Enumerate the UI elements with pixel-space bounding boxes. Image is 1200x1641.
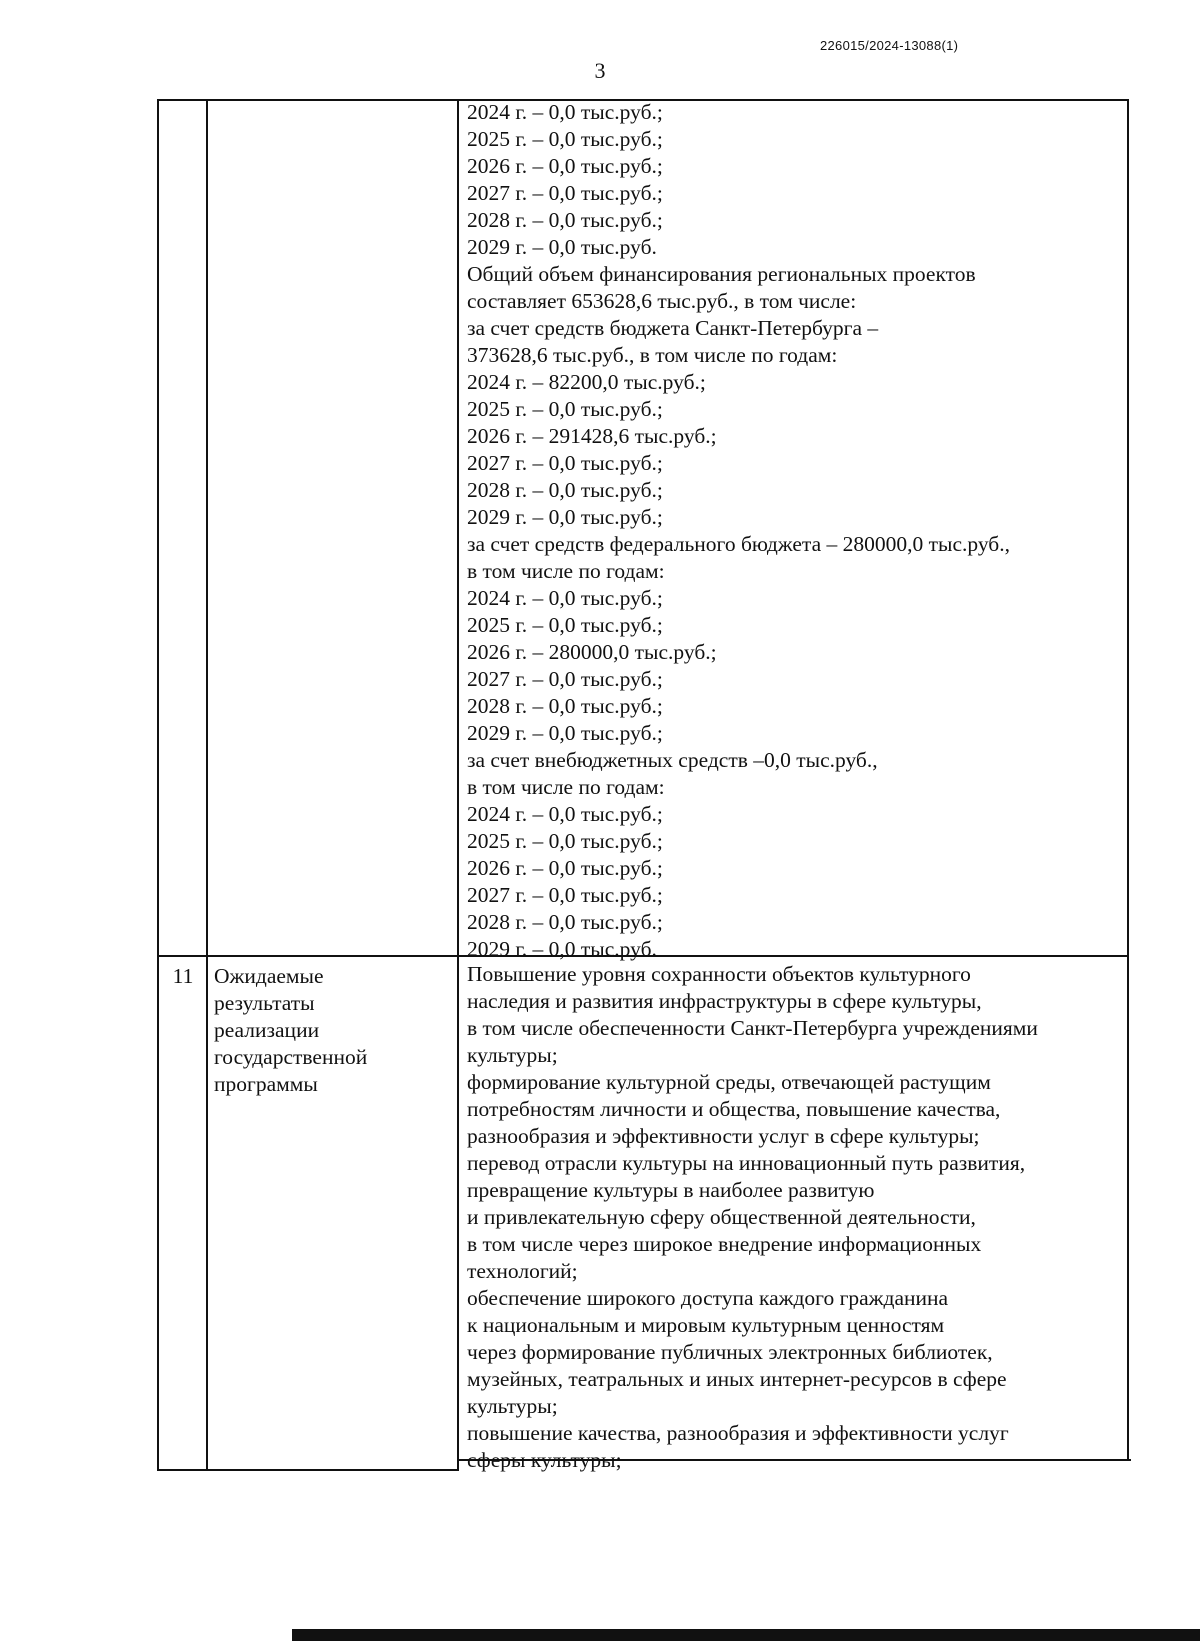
- financing-line: 2029 г. – 0,0 тыс.руб.;: [467, 721, 663, 745]
- row-label-line: результаты: [214, 991, 315, 1015]
- result-line: и привлекательную сферу общественной деятельности,: [467, 1205, 976, 1229]
- financing-line: 2026 г. – 0,0 тыс.руб.;: [467, 856, 663, 880]
- financing-line: 2024 г. – 0,0 тыс.руб.;: [467, 802, 663, 826]
- financing-line: 2028 г. – 0,0 тыс.руб.;: [467, 694, 663, 718]
- financing-line: 2026 г. – 291428,6 тыс.руб.;: [467, 424, 717, 448]
- financing-line: 373628,6 тыс.руб., в том числе по годам:: [467, 343, 838, 367]
- scan-edge-bar: [292, 1629, 1200, 1641]
- result-line: наследия и развития инфраструктуры в сфере культуры,: [467, 989, 982, 1013]
- financing-line: 2028 г. – 0,0 тыс.руб.;: [467, 478, 663, 502]
- result-line: формирование культурной среды, отвечающей растущим: [467, 1070, 991, 1094]
- financing-line: 2027 г. – 0,0 тыс.руб.;: [467, 883, 663, 907]
- row-label-line: государственной: [214, 1045, 368, 1069]
- financing-line: 2027 г. – 0,0 тыс.руб.;: [467, 451, 663, 475]
- financing-line: 2028 г. – 0,0 тыс.руб.;: [467, 208, 663, 232]
- financing-content-cell: [467, 99, 1119, 963]
- row-label-line: программы: [214, 1072, 318, 1096]
- financing-line: 2025 г. – 0,0 тыс.руб.;: [467, 829, 663, 853]
- expected-results-cell: [467, 961, 1129, 1474]
- financing-line: в том числе по годам:: [467, 559, 665, 583]
- financing-line: 2025 г. – 0,0 тыс.руб.;: [467, 613, 663, 637]
- financing-line: 2028 г. – 0,0 тыс.руб.;: [467, 910, 663, 934]
- row-label-line: Ожидаемые: [214, 964, 324, 988]
- result-line: Повышение уровня сохранности объектов культурного: [467, 962, 971, 986]
- result-line: к национальным и мировым культурным ценностям: [467, 1313, 945, 1337]
- financing-line: 2029 г. – 0,0 тыс.руб.: [467, 937, 657, 961]
- result-line: перевод отрасли культуры на инновационный путь развития,: [467, 1151, 1026, 1175]
- financing-line: за счет средств федерального бюджета – 280000,0 тыс.руб.,: [467, 532, 1011, 556]
- financing-line: 2024 г. – 0,0 тыс.руб.;: [467, 100, 663, 124]
- financing-line: 2024 г. – 82200,0 тыс.руб.;: [467, 370, 706, 394]
- financing-line: 2026 г. – 280000,0 тыс.руб.;: [467, 640, 717, 664]
- row-label-cell: [214, 963, 454, 1098]
- document-number: 226015/2024-13088(1): [820, 38, 959, 53]
- result-line: повышение качества, разнообразия и эффективности услуг: [467, 1421, 1009, 1445]
- result-line: сферы культуры;: [467, 1448, 622, 1472]
- row-label-line: реализации: [214, 1018, 320, 1042]
- table-left-border: [157, 99, 159, 1471]
- column-divider-2: [457, 99, 459, 1471]
- financing-line: в том числе по годам:: [467, 775, 665, 799]
- result-line: через формирование публичных электронных библиотек,: [467, 1340, 993, 1364]
- table-bottom-border: [157, 1469, 457, 1471]
- financing-line: 2029 г. – 0,0 тыс.руб.;: [467, 505, 663, 529]
- row-number: 11: [172, 964, 194, 988]
- result-line: потребностям личности и общества, повышение качества,: [467, 1097, 1001, 1121]
- result-line: в том числе через широкое внедрение информационных: [467, 1232, 982, 1256]
- financing-line: 2027 г. – 0,0 тыс.руб.;: [467, 181, 663, 205]
- financing-line: Общий объем финансирования региональных проектов: [467, 262, 976, 286]
- result-line: обеспечение широкого доступа каждого гражданина: [467, 1286, 949, 1310]
- financing-line: 2024 г. – 0,0 тыс.руб.;: [467, 586, 663, 610]
- financing-line: 2025 г. – 0,0 тыс.руб.;: [467, 127, 663, 151]
- result-line: культуры;: [467, 1394, 558, 1418]
- financing-line: 2029 г. – 0,0 тыс.руб.: [467, 235, 657, 259]
- result-line: в том числе обеспеченности Санкт-Петербурга учреждениями: [467, 1016, 1038, 1040]
- financing-line: составляет 653628,6 тыс.руб., в том числе:: [467, 289, 857, 313]
- result-line: музейных, театральных и иных интернет-ресурсов в сфере: [467, 1367, 1007, 1391]
- page-number: 3: [594, 58, 606, 83]
- financing-line: за счет внебюджетных средств –0,0 тыс.руб.,: [467, 748, 878, 772]
- program-table: [157, 99, 1129, 1471]
- financing-line: 2026 г. – 0,0 тыс.руб.;: [467, 154, 663, 178]
- financing-line: 2027 г. – 0,0 тыс.руб.;: [467, 667, 663, 691]
- financing-line: 2025 г. – 0,0 тыс.руб.;: [467, 397, 663, 421]
- result-line: разнообразия и эффективности услуг в сфере культуры;: [467, 1124, 980, 1148]
- result-line: технологий;: [467, 1259, 578, 1283]
- result-line: превращение культуры в наиболее развитую: [467, 1178, 875, 1202]
- financing-line: за счет средств бюджета Санкт-Петербурга –: [467, 316, 879, 340]
- column-divider-1: [206, 99, 208, 1471]
- result-line: культуры;: [467, 1043, 558, 1067]
